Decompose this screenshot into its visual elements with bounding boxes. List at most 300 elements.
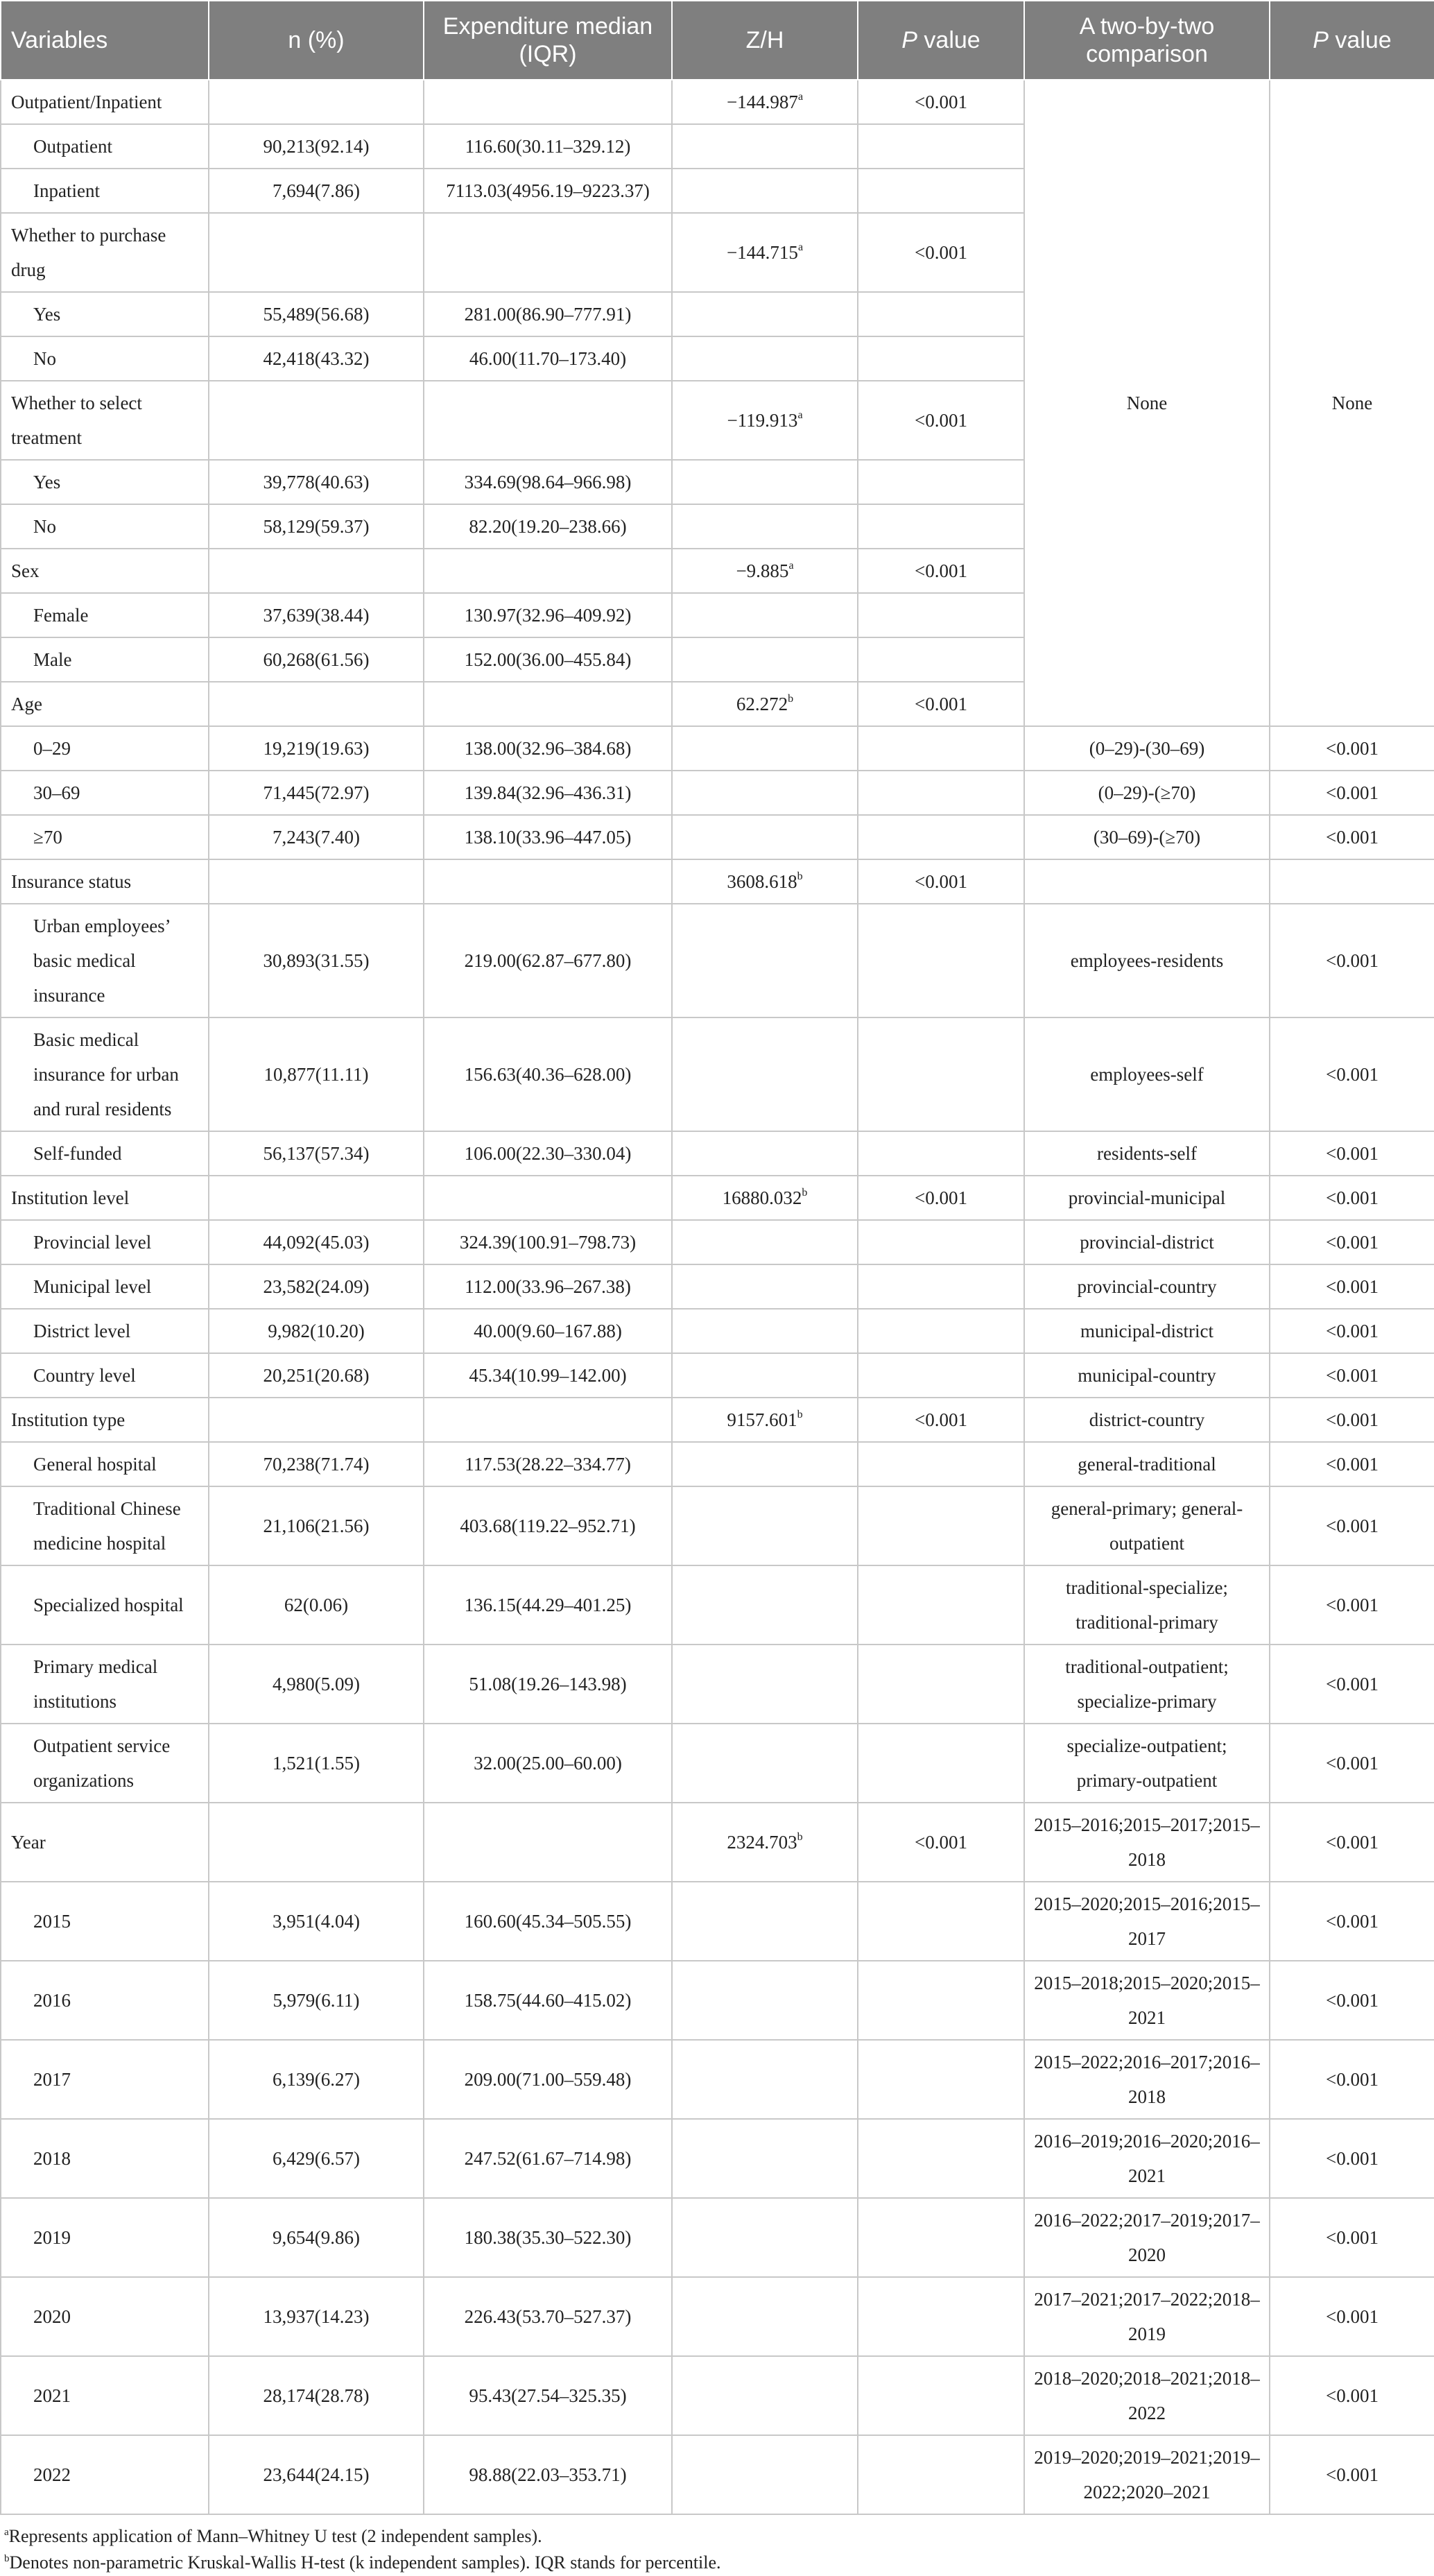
header-row	[1, 1, 1434, 80]
n-percent-cell	[209, 381, 424, 460]
p2-rest: value	[1328, 27, 1392, 53]
expenditure-cell	[424, 1803, 672, 1882]
variable-cell: Institution level	[1, 1176, 209, 1220]
zh-cell	[672, 1961, 858, 2040]
expenditure-cell: 117.53(28.22–334.77)	[424, 1442, 672, 1486]
expenditure-cell: 152.00(36.00–455.84)	[424, 637, 672, 682]
n-percent-cell: 7,694(7.86)	[209, 169, 424, 213]
zh-cell	[672, 1442, 858, 1486]
expenditure-cell	[424, 1398, 672, 1442]
comparison-cell: 2015–2016;2015–2017;2015–2018	[1024, 1803, 1270, 1882]
table-row	[1, 1309, 1434, 1353]
p-value2-cell: <0.001	[1270, 1176, 1434, 1220]
n-percent-cell: 6,429(6.57)	[209, 2119, 424, 2198]
variable-cell: Specialized hospital	[1, 1565, 209, 1645]
n-percent-cell: 19,219(19.63)	[209, 726, 424, 771]
p-value-cell	[858, 593, 1024, 637]
comparison-cell: traditional-outpatient; specialize-primary	[1024, 1645, 1270, 1724]
expenditure-cell: 209.00(71.00–559.48)	[424, 2040, 672, 2119]
variable-cell: Inpatient	[1, 169, 209, 213]
zh-cell	[672, 1398, 858, 1442]
n-percent-cell: 58,129(59.37)	[209, 504, 424, 549]
n-percent-cell: 9,654(9.86)	[209, 2198, 424, 2277]
zh-cell	[672, 549, 858, 593]
expenditure-cell: 7113.03(4956.19–9223.37)	[424, 169, 672, 213]
p-value-cell	[858, 1131, 1024, 1176]
n-percent-cell: 28,174(28.78)	[209, 2356, 424, 2435]
zh-cell	[672, 2119, 858, 2198]
variable-cell: Female	[1, 593, 209, 637]
p-value-cell: <0.001	[858, 80, 1024, 124]
n-percent-cell	[209, 80, 424, 124]
p-value2-cell: <0.001	[1270, 771, 1434, 815]
zh-value: 2324.703	[727, 1832, 797, 1853]
variable-cell: Insurance status	[1, 859, 209, 904]
p-value-cell	[858, 1017, 1024, 1131]
comparison-cell: provincial-municipal	[1024, 1176, 1270, 1220]
p-value2-cell: <0.001	[1270, 1017, 1434, 1131]
zh-cell	[672, 1565, 858, 1645]
zh-value: 16880.032	[722, 1187, 802, 1208]
group-row	[1, 1398, 1434, 1442]
expenditure-cell: 324.39(100.91–798.73)	[424, 1220, 672, 1264]
p-value-cell	[858, 1353, 1024, 1398]
variable-cell: Yes	[1, 292, 209, 336]
expenditure-cell	[424, 1176, 672, 1220]
zh-value: −144.987	[726, 92, 798, 112]
zh-cell	[672, 1353, 858, 1398]
p-value-cell	[858, 2119, 1024, 2198]
n-percent-cell: 39,778(40.63)	[209, 460, 424, 504]
zh-cell	[672, 124, 858, 169]
table-row	[1, 2277, 1434, 2356]
zh-cell	[672, 2040, 858, 2119]
n-percent-cell: 1,521(1.55)	[209, 1724, 424, 1803]
p-value2-cell: <0.001	[1270, 2435, 1434, 2514]
p-value-cell: <0.001	[858, 1176, 1024, 1220]
p-value-cell	[858, 460, 1024, 504]
n-percent-cell	[209, 213, 424, 292]
comparison-cell: 2016–2019;2016–2020;2016–2021	[1024, 2119, 1270, 2198]
p-value2-cell: <0.001	[1270, 2198, 1434, 2277]
comparison-cell: (0–29)-(30–69)	[1024, 726, 1270, 771]
zh-cell	[672, 213, 858, 292]
expenditure-cell: 180.38(35.30–522.30)	[424, 2198, 672, 2277]
expenditure-cell: 136.15(44.29–401.25)	[424, 1565, 672, 1645]
table-row	[1, 1131, 1434, 1176]
variable-cell: ≥70	[1, 815, 209, 859]
expenditure-cell: 130.97(32.96–409.92)	[424, 593, 672, 637]
p-value2-cell: <0.001	[1270, 1565, 1434, 1645]
expenditure-cell: 112.00(33.96–267.38)	[424, 1264, 672, 1309]
p-rest: value	[917, 27, 981, 53]
variable-cell: 2015	[1, 1882, 209, 1961]
n-percent-cell: 10,877(11.11)	[209, 1017, 424, 1131]
variable-cell: Male	[1, 637, 209, 682]
p-value-cell: <0.001	[858, 213, 1024, 292]
n-percent-cell	[209, 549, 424, 593]
variable-cell: Traditional Chinese medicine hospital	[1, 1486, 209, 1565]
p-value-cell	[858, 1961, 1024, 2040]
col-header-n: n (%)	[209, 1, 424, 80]
zh-cell	[672, 859, 858, 904]
test-marker: b	[802, 1187, 808, 1199]
p-value-cell	[858, 726, 1024, 771]
comparison-cell: municipal-district	[1024, 1309, 1270, 1353]
p-value-cell	[858, 1442, 1024, 1486]
expenditure-cell	[424, 80, 672, 124]
p-value-cell	[858, 2356, 1024, 2435]
variable-cell: Yes	[1, 460, 209, 504]
p-value-cell	[858, 771, 1024, 815]
zh-cell	[672, 2356, 858, 2435]
zh-cell	[672, 169, 858, 213]
comparison-cell: district-country	[1024, 1398, 1270, 1442]
variable-cell: Sex	[1, 549, 209, 593]
comparison-cell: provincial-district	[1024, 1220, 1270, 1264]
n-percent-cell: 55,489(56.68)	[209, 292, 424, 336]
expenditure-cell: 106.00(22.30–330.04)	[424, 1131, 672, 1176]
table-body	[1, 80, 1434, 2514]
n-percent-cell: 13,937(14.23)	[209, 2277, 424, 2356]
n-percent-cell: 21,106(21.56)	[209, 1486, 424, 1565]
comparison-cell: provincial-country	[1024, 1264, 1270, 1309]
comparison-cell: general-traditional	[1024, 1442, 1270, 1486]
variable-cell: Outpatient service organizations	[1, 1724, 209, 1803]
p-value-cell	[858, 124, 1024, 169]
p-value2-cell: <0.001	[1270, 2040, 1434, 2119]
expenditure-cell: 158.75(44.60–415.02)	[424, 1961, 672, 2040]
expenditure-cell: 403.68(119.22–952.71)	[424, 1486, 672, 1565]
p-value-cell	[858, 1724, 1024, 1803]
zh-cell	[672, 80, 858, 124]
variable-cell: Year	[1, 1803, 209, 1882]
table-row	[1, 904, 1434, 1017]
n-percent-cell: 60,268(61.56)	[209, 637, 424, 682]
variable-cell: 2017	[1, 2040, 209, 2119]
n-percent-cell: 30,893(31.55)	[209, 904, 424, 1017]
comparison-cell: 2017–2021;2017–2022;2018–2019	[1024, 2277, 1270, 2356]
p-value-cell: <0.001	[858, 859, 1024, 904]
comparison-cell: traditional-specialize; traditional-primary	[1024, 1565, 1270, 1645]
p-value-cell	[858, 1882, 1024, 1961]
comparison-cell: residents-self	[1024, 1131, 1270, 1176]
col-header-comparison: A two-by-two comparison	[1024, 1, 1270, 80]
group-row	[1, 1803, 1434, 1882]
expenditure-cell: 226.43(53.70–527.37)	[424, 2277, 672, 2356]
n-percent-cell: 23,644(24.15)	[209, 2435, 424, 2514]
p-value2-cell	[1270, 859, 1434, 904]
comparison-cell	[1024, 859, 1270, 904]
p-value-cell	[858, 1645, 1024, 1724]
comparison-cell: 2016–2022;2017–2019;2017–2020	[1024, 2198, 1270, 2277]
zh-value: −144.715	[726, 242, 798, 263]
expenditure-cell: 32.00(25.00–60.00)	[424, 1724, 672, 1803]
table-row	[1, 1264, 1434, 1309]
zh-cell	[672, 1017, 858, 1131]
variable-cell: Basic medical insurance for urban and rural residents	[1, 1017, 209, 1131]
p-value-cell	[858, 1565, 1024, 1645]
zh-cell	[672, 1724, 858, 1803]
p-value2-cell: <0.001	[1270, 1724, 1434, 1803]
variable-cell: Country level	[1, 1353, 209, 1398]
comparison-cell: employees-residents	[1024, 904, 1270, 1017]
table-row	[1, 2198, 1434, 2277]
variable-cell: Municipal level	[1, 1264, 209, 1309]
table-row	[1, 2119, 1434, 2198]
p-value2-cell: <0.001	[1270, 1961, 1434, 2040]
test-marker: b	[797, 1831, 803, 1843]
variable-cell: 30–69	[1, 771, 209, 815]
footnote-a-text: Represents application of Mann–Whitney U test (2 independent samples).	[8, 2526, 542, 2546]
expenditure-cell: 98.88(22.03–353.71)	[424, 2435, 672, 2514]
n-percent-cell	[209, 1803, 424, 1882]
variable-cell: Institution type	[1, 1398, 209, 1442]
comparison-cell: 2015–2018;2015–2020;2015–2021	[1024, 1961, 1270, 2040]
zh-cell	[672, 1131, 858, 1176]
p-value-cell: <0.001	[858, 1803, 1024, 1882]
zh-cell	[672, 593, 858, 637]
variable-cell: Primary medical institutions	[1, 1645, 209, 1724]
n-percent-cell: 23,582(24.09)	[209, 1264, 424, 1309]
test-marker: b	[797, 1409, 803, 1420]
n-percent-cell: 5,979(6.11)	[209, 1961, 424, 2040]
comparison-cell: 2019–2020;2019–2021;2019–2022;2020–2021	[1024, 2435, 1270, 2514]
footnote-a	[4, 2523, 1434, 2550]
comparison-cell: 2015–2022;2016–2017;2016–2018	[1024, 2040, 1270, 2119]
zh-cell	[672, 460, 858, 504]
footnote-b-mark: b	[4, 2553, 10, 2564]
n-percent-cell: 42,418(43.32)	[209, 336, 424, 381]
p-value2-cell: <0.001	[1270, 2119, 1434, 2198]
variable-cell: 2022	[1, 2435, 209, 2514]
comparison-cell: (30–69)-(≥70)	[1024, 815, 1270, 859]
zh-cell	[672, 1264, 858, 1309]
table-row	[1, 2435, 1434, 2514]
p-value2-cell: <0.001	[1270, 1882, 1434, 1961]
comparison-cell: 2015–2020;2015–2016;2015–2017	[1024, 1882, 1270, 1961]
table-row	[1, 726, 1434, 771]
variable-cell: Outpatient/Inpatient	[1, 80, 209, 124]
zh-cell	[672, 2198, 858, 2277]
p-value-cell	[858, 292, 1024, 336]
col-header-expenditure: Expenditure median (IQR)	[424, 1, 672, 80]
p-value-cell	[858, 2040, 1024, 2119]
zh-cell	[672, 381, 858, 460]
footnote-b	[4, 2550, 1434, 2576]
n-percent-cell: 37,639(38.44)	[209, 593, 424, 637]
zh-cell	[672, 1882, 858, 1961]
comparison-cell: employees-self	[1024, 1017, 1270, 1131]
expenditure-cell: 160.60(45.34–505.55)	[424, 1882, 672, 1961]
zh-value: −119.913	[727, 410, 798, 431]
zh-cell	[672, 2435, 858, 2514]
col-header-variables: Variables	[1, 1, 209, 80]
p-value-cell: <0.001	[858, 682, 1024, 726]
table-row	[1, 1017, 1434, 1131]
test-marker: a	[797, 91, 804, 103]
col-header-zh: Z/H	[672, 1, 858, 80]
p-value-cell	[858, 2277, 1024, 2356]
expenditure-cell	[424, 549, 672, 593]
expenditure-cell: 138.10(33.96–447.05)	[424, 815, 672, 859]
p-value-cell	[858, 504, 1024, 549]
p-value-cell	[858, 637, 1024, 682]
n-percent-cell	[209, 1176, 424, 1220]
comparison-cell: (0–29)-(≥70)	[1024, 771, 1270, 815]
expenditure-cell	[424, 381, 672, 460]
p-value-cell	[858, 904, 1024, 1017]
table-row	[1, 815, 1434, 859]
zh-cell	[672, 292, 858, 336]
n-percent-cell: 90,213(92.14)	[209, 124, 424, 169]
variable-cell: 0–29	[1, 726, 209, 771]
p-value2-cell: <0.001	[1270, 1486, 1434, 1565]
expenditure-cell: 281.00(86.90–777.91)	[424, 292, 672, 336]
table-row	[1, 1220, 1434, 1264]
p-value-cell	[858, 1220, 1024, 1264]
comparison-cell: specialize-outpatient; primary-outpatient	[1024, 1724, 1270, 1803]
variable-cell: Whether to select treatment	[1, 381, 209, 460]
table-row	[1, 1486, 1434, 1565]
expenditure-cell: 139.84(32.96–436.31)	[424, 771, 672, 815]
table-row	[1, 1645, 1434, 1724]
p-value-cell: <0.001	[858, 381, 1024, 460]
n-percent-cell: 7,243(7.40)	[209, 815, 424, 859]
variable-cell: 2018	[1, 2119, 209, 2198]
variable-cell: Self-funded	[1, 1131, 209, 1176]
n-percent-cell: 44,092(45.03)	[209, 1220, 424, 1264]
n-percent-cell: 62(0.06)	[209, 1565, 424, 1645]
group-row	[1, 1176, 1434, 1220]
variable-cell: Urban employees’ basic medical insurance	[1, 904, 209, 1017]
n-percent-cell: 56,137(57.34)	[209, 1131, 424, 1176]
variable-cell: 2020	[1, 2277, 209, 2356]
p-value2-cell: <0.001	[1270, 1353, 1434, 1398]
table-row	[1, 1353, 1434, 1398]
zh-cell	[672, 904, 858, 1017]
comparison-cell: 2018–2020;2018–2021;2018–2022	[1024, 2356, 1270, 2435]
zh-value: 9157.601	[727, 1409, 797, 1430]
zh-cell	[672, 2277, 858, 2356]
zh-cell	[672, 1309, 858, 1353]
p-italic: P	[901, 27, 917, 53]
variable-cell: Whether to purchase drug	[1, 213, 209, 292]
variable-cell: General hospital	[1, 1442, 209, 1486]
test-marker: b	[797, 870, 803, 882]
n-percent-cell: 4,980(5.09)	[209, 1645, 424, 1724]
n-percent-cell	[209, 1398, 424, 1442]
n-percent-cell: 3,951(4.04)	[209, 1882, 424, 1961]
p-value-cell	[858, 1264, 1024, 1309]
zh-cell	[672, 637, 858, 682]
p-value2-cell: <0.001	[1270, 2277, 1434, 2356]
p-value-cell	[858, 1486, 1024, 1565]
n-percent-cell: 20,251(20.68)	[209, 1353, 424, 1398]
p-value-cell	[858, 2198, 1024, 2277]
p-value2-cell: <0.001	[1270, 1398, 1434, 1442]
n-percent-cell: 71,445(72.97)	[209, 771, 424, 815]
zh-cell	[672, 336, 858, 381]
expenditure-cell: 247.52(61.67–714.98)	[424, 2119, 672, 2198]
expenditure-cell	[424, 859, 672, 904]
p-value2-cell: <0.001	[1270, 1803, 1434, 1882]
p-value2-none-cell: None	[1270, 80, 1434, 726]
zh-cell	[672, 1176, 858, 1220]
zh-value: 62.272	[736, 694, 788, 714]
variable-cell: 2019	[1, 2198, 209, 2277]
footnotes	[0, 2515, 1434, 2576]
variable-cell: Provincial level	[1, 1220, 209, 1264]
p-value2-cell: <0.001	[1270, 904, 1434, 1017]
p-value-cell	[858, 815, 1024, 859]
expenditure-cell: 82.20(19.20–238.66)	[424, 504, 672, 549]
zh-cell	[672, 682, 858, 726]
expenditure-cell: 138.00(32.96–384.68)	[424, 726, 672, 771]
expenditure-cell: 116.60(30.11–329.12)	[424, 124, 672, 169]
comparison-cell: general-primary; general-outpatient	[1024, 1486, 1270, 1565]
table-row	[1, 2356, 1434, 2435]
zh-cell	[672, 1803, 858, 1882]
comparison-cell: municipal-country	[1024, 1353, 1270, 1398]
col-header-p-value-2	[1270, 1, 1434, 80]
p-value-cell: <0.001	[858, 549, 1024, 593]
p-value2-cell: <0.001	[1270, 726, 1434, 771]
variable-cell: District level	[1, 1309, 209, 1353]
n-percent-cell	[209, 859, 424, 904]
p-value2-cell: <0.001	[1270, 1220, 1434, 1264]
table-row	[1, 1442, 1434, 1486]
expenditure-cell: 40.00(9.60–167.88)	[424, 1309, 672, 1353]
comparison-none-cell: None	[1024, 80, 1270, 726]
footnote-a-mark: a	[4, 2527, 9, 2538]
n-percent-cell	[209, 682, 424, 726]
variable-cell: No	[1, 504, 209, 549]
test-marker: a	[797, 241, 804, 253]
zh-value: −9.885	[736, 560, 789, 581]
test-marker: b	[788, 693, 794, 705]
p-value-cell	[858, 2435, 1024, 2514]
p-value2-cell: <0.001	[1270, 2356, 1434, 2435]
n-percent-cell: 70,238(71.74)	[209, 1442, 424, 1486]
variable-cell: 2021	[1, 2356, 209, 2435]
group-row	[1, 859, 1434, 904]
expenditure-cell	[424, 682, 672, 726]
zh-cell	[672, 504, 858, 549]
col-header-p-value	[858, 1, 1024, 80]
expenditure-cell: 95.43(27.54–325.35)	[424, 2356, 672, 2435]
n-percent-cell: 6,139(6.27)	[209, 2040, 424, 2119]
table-row	[1, 1961, 1434, 2040]
n-percent-cell: 9,982(10.20)	[209, 1309, 424, 1353]
p-value2-cell: <0.001	[1270, 1645, 1434, 1724]
table-row	[1, 1565, 1434, 1645]
footnote-b-text: Denotes non-parametric Kruskal-Wallis H-test (k independent samples). IQR stands for percentile.	[9, 2552, 721, 2573]
zh-cell	[672, 726, 858, 771]
p-value2-cell: <0.001	[1270, 1309, 1434, 1353]
p-value2-cell: <0.001	[1270, 815, 1434, 859]
p-value-cell	[858, 169, 1024, 213]
expenditure-cell: 156.63(40.36–628.00)	[424, 1017, 672, 1131]
test-marker: a	[788, 560, 794, 572]
test-marker: a	[797, 409, 803, 421]
variable-cell: 2016	[1, 1961, 209, 2040]
expenditure-cell: 334.69(98.64–966.98)	[424, 460, 672, 504]
expenditure-cell: 46.00(11.70–173.40)	[424, 336, 672, 381]
group-row	[1, 80, 1434, 124]
zh-cell	[672, 1220, 858, 1264]
p-value2-cell: <0.001	[1270, 1131, 1434, 1176]
